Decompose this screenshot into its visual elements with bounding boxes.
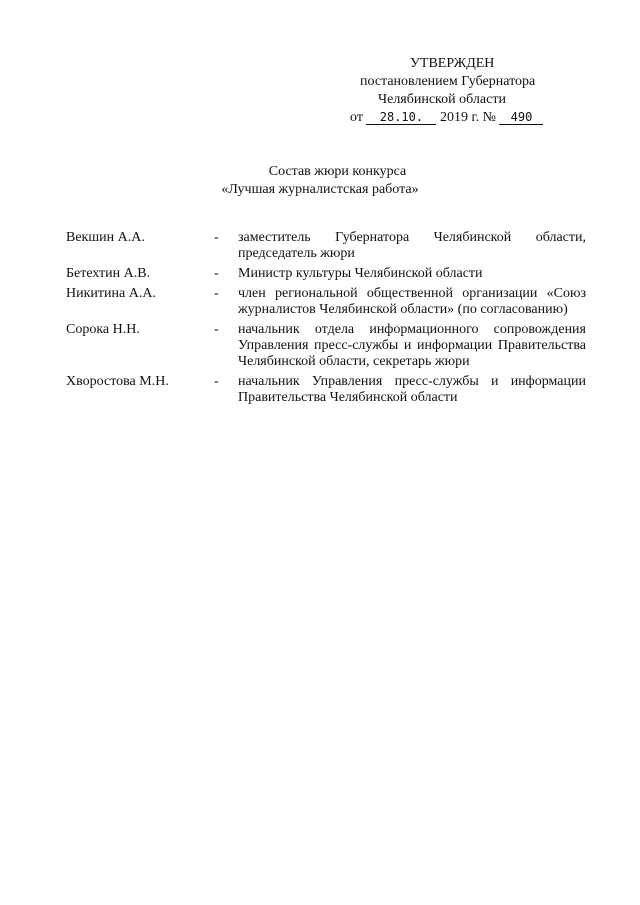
- jury-members-list: [66, 230, 586, 410]
- member-row: [66, 322, 586, 370]
- member-role: начальник отдела информационного сопровождения Управления пресс-службы и информации Правительства Челябинской области, секретарь жюри: [238, 322, 586, 369]
- member-row: [66, 230, 586, 262]
- member-row: [66, 286, 586, 318]
- member-dash: -: [214, 322, 219, 337]
- member-row: [66, 374, 586, 406]
- member-dash: -: [214, 230, 219, 245]
- date-value: 28.10.: [366, 110, 436, 125]
- member-role: начальник Управления пресс-службы и информации Правительства Челябинской области: [238, 374, 586, 405]
- approval-authority: постановлением Губернатора: [360, 74, 536, 89]
- document-number: 490: [499, 110, 543, 125]
- member-name: Никитина А.А.: [66, 286, 156, 301]
- member-dash: -: [214, 266, 219, 281]
- member-row: [66, 266, 586, 282]
- approval-heading: УТВЕРЖДЕН: [410, 56, 495, 71]
- title-line-1: Состав жюри конкурса: [268, 164, 407, 179]
- member-dash: -: [214, 374, 219, 389]
- member-name: Бетехтин А.В.: [66, 266, 151, 281]
- member-name: Сорока Н.Н.: [66, 322, 140, 337]
- member-role: заместитель Губернатора Челябинской области, председатель жюри: [238, 230, 586, 261]
- document-title: [0, 163, 640, 199]
- date-prefix: от: [350, 110, 363, 125]
- year-text: 2019 г. №: [439, 110, 496, 125]
- approval-stamp: [330, 55, 590, 127]
- member-dash: -: [214, 286, 219, 301]
- approval-region: Челябинской области: [378, 92, 506, 107]
- member-role: член региональной общественной организации «Союз журналистов Челябинской области» (по согласованию): [238, 286, 586, 317]
- title-line-2: «Лучшая журналистская работа»: [221, 182, 419, 197]
- approval-date-line: [330, 109, 590, 127]
- member-name: Хворостова М.Н.: [66, 374, 169, 389]
- member-name: Векшин А.А.: [66, 230, 145, 245]
- member-role: Министр культуры Челябинской области: [238, 266, 483, 281]
